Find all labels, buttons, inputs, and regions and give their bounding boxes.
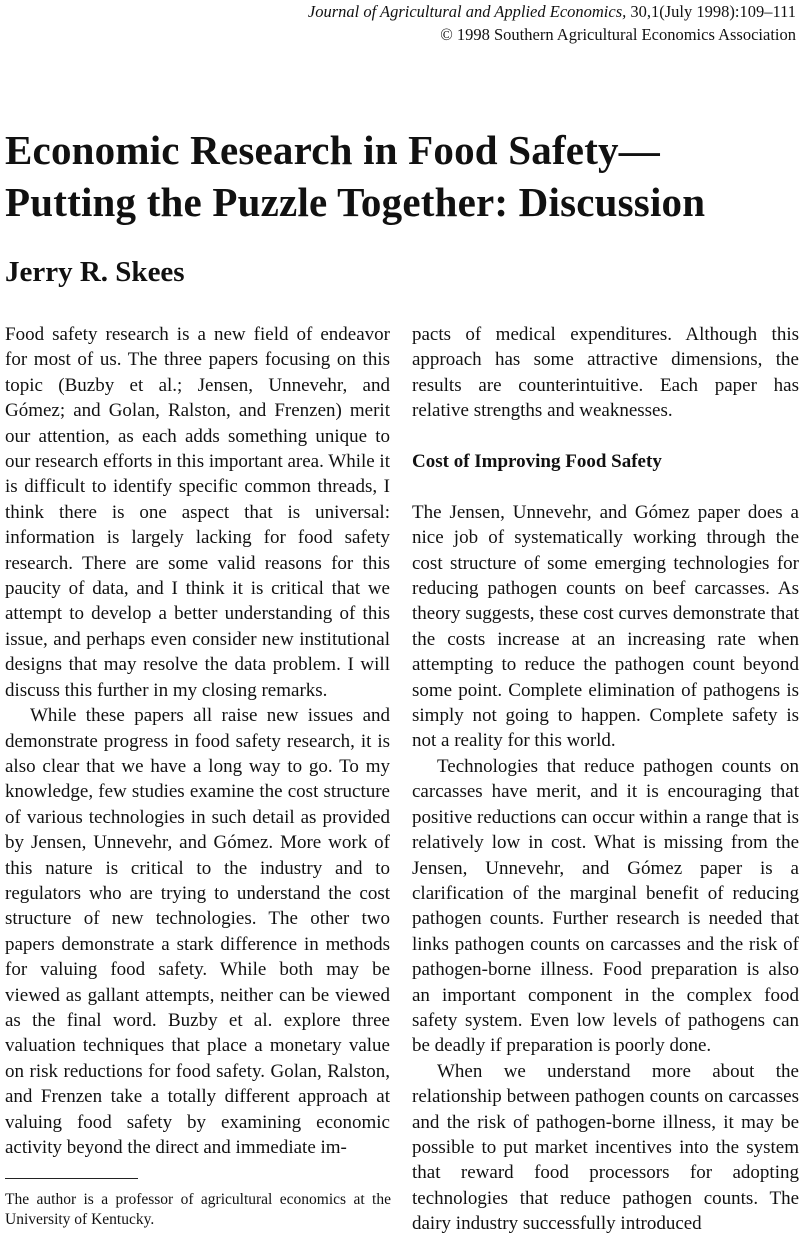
running-header bbox=[308, 0, 796, 46]
article-title bbox=[5, 124, 795, 228]
copyright-line: © 1998 Southern Agricultural Economics Association bbox=[440, 25, 796, 44]
title-line-2: Putting the Puzzle Together: Discussion bbox=[5, 179, 706, 225]
author-footnote: The author is a professor of agricultural economics at the University of Kentucky. bbox=[5, 1191, 391, 1228]
journal-citation bbox=[308, 0, 796, 23]
section-spacer bbox=[412, 424, 799, 449]
left-column bbox=[5, 322, 390, 1160]
author-name: Jerry R. Skees bbox=[5, 256, 185, 288]
paragraph-3: The Jensen, Unnevehr, and Gómez paper does a nice job of systematically working through the cost structure of some emerging technologies for reducing pathogen counts on beef carcasses. As theory suggests, these cost curves demonstrate that the costs increase at an increasing rate when attempting to reduce the pathogen count beyond some point. Complete elimination of pathogens is simply not going to happen. Complete safety is not a reality for this world. bbox=[412, 501, 799, 752]
paragraph-5: When we understand more about the relationship between pathogen counts on carcasses and the risk of pathogen-borne illness, it may be possible to put market incentives into the system that reward food processors for adopting technologies that reduce pathogen counts. The dairy industry successfully introduced bbox=[412, 1060, 799, 1235]
paragraph-4: Technologies that reduce pathogen counts on carcasses have merit, and it is encouraging that positive reductions can occur within a range that is relatively low in cost. What is missing from the Jensen, Unnevehr, and Gómez paper is a clarification of the marginal benefit of reducing pathogen counts. Further research is needed that links pathogen counts on carcasses and the risk of pathogen-borne illness. Food preparation is also an important component in the complex food safety system. Even low levels of pathogens can be deadly if preparation is poorly done. bbox=[412, 755, 799, 1057]
section-spacer bbox=[412, 474, 799, 499]
paragraph-continuation: pacts of medical expenditures. Although this approach has some attractive dimensions, the results are counterintuitive. Each paper has relative strengths and weaknesses. bbox=[412, 324, 799, 422]
footnote-divider bbox=[5, 1178, 138, 1179]
section-heading: Cost of Improving Food Safety bbox=[412, 451, 662, 473]
journal-name: Journal of Agricultural and Applied Economics, bbox=[307, 2, 627, 21]
right-column bbox=[412, 322, 799, 1237]
paragraph-2: While these papers all raise new issues and demonstrate progress in food safety research, it is also clear that we have a long way to go. To my knowledge, few studies examine the cost structure of various technologies in such detail as provided by Jensen, Unnevehr, and Gómez. More work of this nature is critical to the industry and to regulators who are trying to understand the cost structure of new technologies. The other two papers demonstrate a stark difference in methods for valuing food safety. While both may be viewed as gallant attempts, neither can be viewed as the final word. Buzby et al. explore three valuation techniques that place a monetary value on risk reductions for food safety. Golan, Ralston, and Frenzen take a totally different approach at valuing food safety by examining economic activity beyond the direct and immediate im- bbox=[5, 705, 390, 1158]
title-line-1: Economic Research in Food Safety— bbox=[5, 127, 660, 173]
paragraph-1: Food safety research is a new field of endeavor for most of us. The three papers focusing on this topic (Buzby et al.; Jensen, Unnevehr, and Gómez; and Golan, Ralston, and Frenzen) merit our attention, as each adds something unique to our research efforts in this important area. While it is difficult to identify specific common threads, I think there is one aspect that is universal: information is largely lacking for food safety research. There are some valid reasons for this paucity of data, and I think it is critical that we attempt to develop a better understanding of this issue, and perhaps even consider new institutional designs that may resolve the data problem. I will discuss this further in my closing remarks. bbox=[5, 324, 390, 701]
volume-pages: 30,1(July 1998):109–111 bbox=[626, 2, 796, 21]
